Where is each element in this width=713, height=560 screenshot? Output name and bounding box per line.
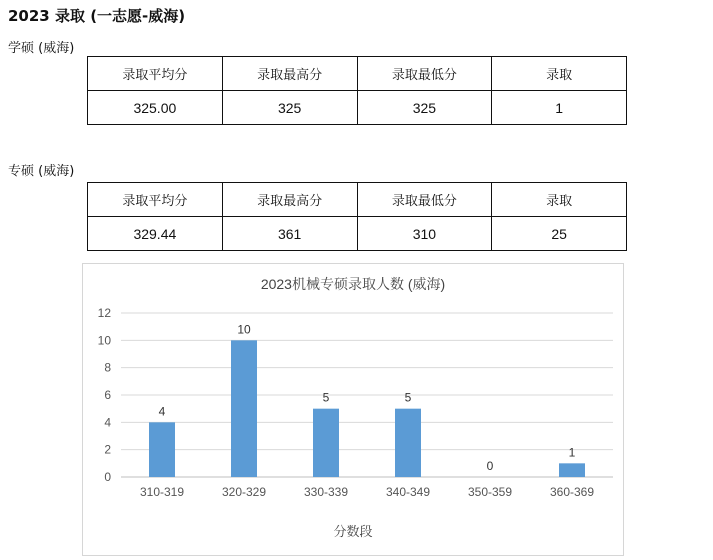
value-admitted: 1	[492, 91, 627, 125]
bar-value-label: 4	[158, 404, 166, 419]
header-max-score: 录取最高分	[222, 183, 357, 217]
x-tick-label: 320-329	[221, 485, 267, 499]
y-tick-label: 6	[104, 388, 111, 402]
header-min-score: 录取最低分	[357, 183, 492, 217]
bar	[149, 422, 175, 477]
bar	[395, 409, 421, 477]
header-avg-score: 录取平均分	[88, 183, 223, 217]
header-avg-score: 录取平均分	[88, 57, 223, 91]
bar	[559, 463, 585, 477]
value-avg-score: 325.00	[88, 91, 223, 125]
x-tick-label: 310-319	[139, 485, 185, 499]
value-max-score: 325	[222, 91, 357, 125]
y-tick-label: 8	[104, 360, 111, 375]
x-axis-title: 分数段	[333, 524, 373, 539]
y-tick-label: 4	[104, 415, 111, 430]
y-tick-label: 10	[97, 333, 111, 348]
bar-value-label: 0	[486, 459, 494, 473]
x-tick-label: 340-349	[385, 485, 431, 499]
bar	[231, 340, 257, 477]
table-row	[88, 217, 627, 251]
value-avg-score: 329.44	[88, 217, 223, 251]
header-admitted: 录取	[492, 57, 627, 91]
x-tick-label: 330-339	[303, 485, 349, 499]
bar-value-label: 10	[237, 322, 251, 337]
page-heading: 2023 录取 (一志愿-威海)	[8, 7, 186, 25]
value-max-score: 361	[222, 217, 357, 251]
value-admitted: 25	[492, 217, 627, 251]
academic-section-label: 学硕 (威海)	[8, 41, 75, 56]
admission-bar-chart	[83, 264, 623, 555]
chart-title: 2023机械专硕录取人数 (威海)	[260, 276, 446, 292]
header-admitted: 录取	[492, 183, 627, 217]
x-tick-label: 360-369	[549, 485, 595, 499]
table-row	[88, 91, 627, 125]
y-tick-label: 12	[97, 306, 111, 320]
header-min-score: 录取最低分	[357, 57, 492, 91]
y-tick-label: 0	[104, 470, 111, 484]
header-max-score: 录取最高分	[222, 57, 357, 91]
y-tick-label: 2	[104, 442, 111, 457]
admission-chart-frame	[82, 263, 624, 556]
value-min-score: 310	[357, 217, 492, 251]
bar-value-label: 5	[404, 390, 412, 405]
table-header-row	[88, 183, 627, 217]
value-min-score: 325	[357, 91, 492, 125]
professional-stats-table	[87, 182, 627, 251]
table-header-row	[88, 57, 627, 91]
bar	[313, 409, 339, 477]
x-tick-label: 350-359	[467, 485, 513, 499]
professional-section-label: 专硕 (威海)	[8, 164, 75, 179]
bar-value-label: 1	[568, 445, 576, 460]
bar-value-label: 5	[322, 390, 330, 405]
academic-stats-table	[87, 56, 627, 125]
